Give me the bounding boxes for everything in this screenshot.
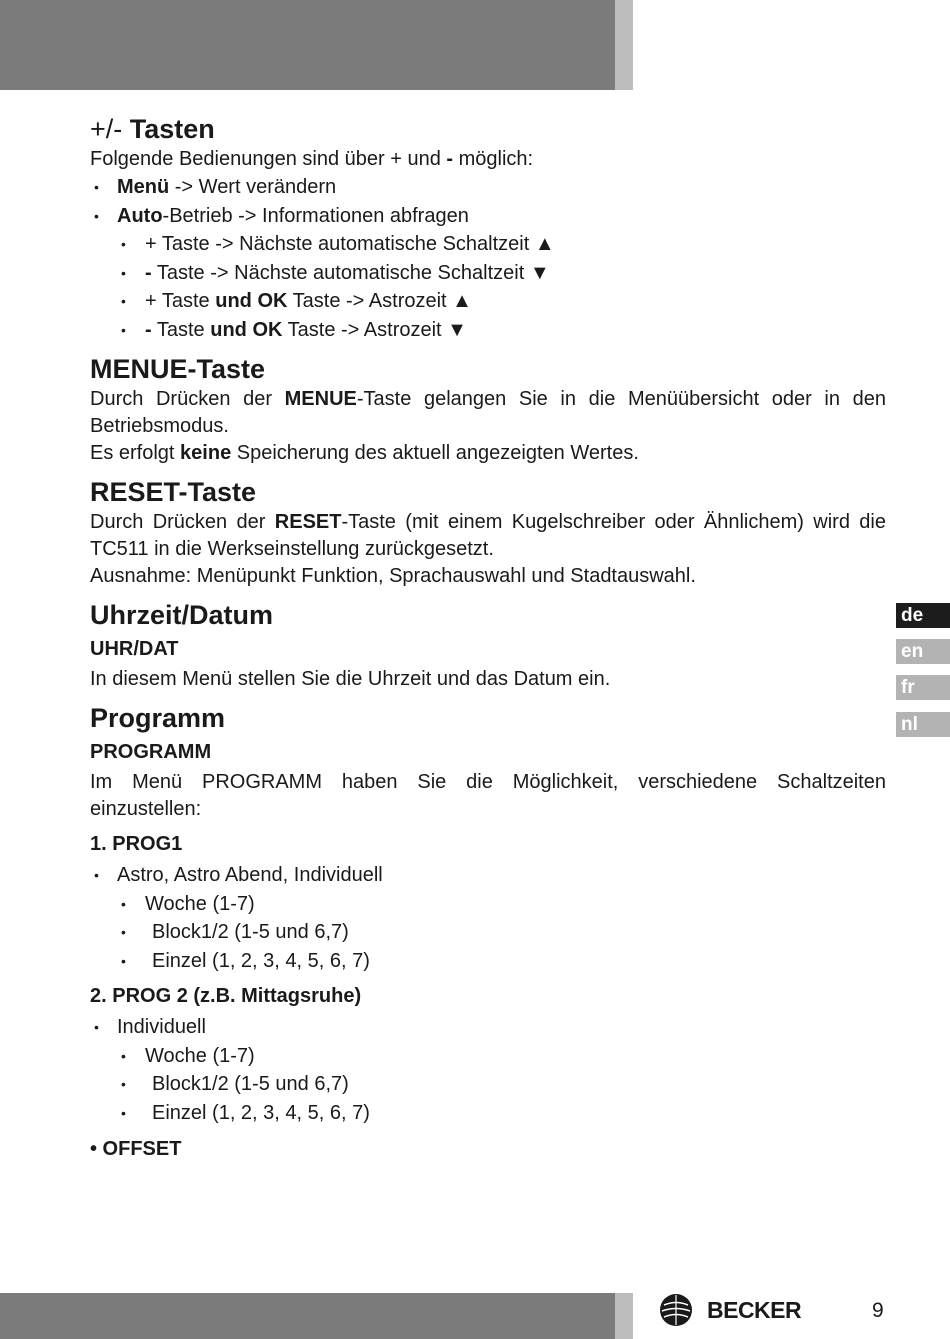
tasten-intro: Folgende Bedienungen sind über + und - möglich: — [90, 148, 534, 170]
menue-note: Es erfolgt keine Speicherung des aktuell angezeigten Wertes. — [90, 442, 639, 464]
offset-item: • OFFSET — [90, 1138, 182, 1160]
header-bar — [0, 0, 615, 90]
uhrzeit-text: In diesem Menü stellen Sie die Uhrzeit und das Datum ein. — [90, 668, 611, 690]
list-item: • Individuell — [90, 1013, 886, 1042]
heading-tasten: +/- Tasten — [90, 114, 215, 144]
menue-paragraph: Durch Drücken der MENUE-Taste gelangen Sie in die Menüübersicht oder in den Betriebsmodus. — [90, 388, 886, 437]
heading-programm: Programm — [90, 703, 226, 733]
list-item: • - Taste und OK Taste -> Astrozeit ▼ — [90, 316, 886, 345]
footer-bar — [0, 1293, 615, 1339]
footer-bar-edge — [615, 1293, 633, 1339]
programm-subheading: PROGRAMM — [90, 741, 212, 763]
list-item: • Woche (1-7) — [90, 1042, 886, 1071]
prog2-list — [90, 1013, 886, 1127]
list-item: • Woche (1-7) — [90, 890, 886, 919]
list-item: • + Taste -> Nächste automatische Schaltzeit ▲ — [90, 230, 886, 259]
programm-text: Im Menü PROGRAMM haben Sie die Möglichkeit, verschiedene Schaltzeiten einzustellen: — [90, 771, 886, 820]
list-item: • Astro, Astro Abend, Individuell — [90, 861, 886, 890]
list-item: • Einzel (1, 2, 3, 4, 5, 6, 7) — [90, 947, 886, 976]
becker-logo-icon — [659, 1293, 693, 1327]
prog2-title: 2. PROG 2 (z.B. Mittagsruhe) — [90, 985, 362, 1007]
reset-paragraph: Durch Drücken der RESET-Taste (mit einem Kugelschreiber oder Ähnlichem) wird die TC511 in die Werkseinstellung zurückgesetzt. — [90, 511, 886, 560]
uhrzeit-subheading: UHR/DAT — [90, 638, 179, 660]
page-number: 9 — [872, 1299, 884, 1322]
list-item: • Auto-Betrieb -> Informationen abfragen — [90, 202, 886, 231]
tasten-list — [90, 173, 886, 344]
brand-name: BECKER — [707, 1296, 802, 1323]
lang-tab-nl[interactable]: nl — [896, 712, 950, 737]
prog1-list — [90, 861, 886, 975]
header-bar-edge — [615, 0, 633, 90]
list-item: • + Taste und OK Taste -> Astrozeit ▲ — [90, 287, 886, 316]
heading-uhrzeit: Uhrzeit/Datum — [90, 600, 274, 630]
lang-tab-de[interactable]: de — [896, 603, 950, 628]
heading-menue: MENUE-Taste — [90, 354, 266, 384]
reset-exception: Ausnahme: Menüpunkt Funktion, Sprachauswahl und Stadtauswahl. — [90, 565, 696, 587]
list-item: • - Taste -> Nächste automatische Schaltzeit ▼ — [90, 259, 886, 288]
list-item: • Menü -> Wert verändern — [90, 173, 886, 202]
heading-reset: RESET-Taste — [90, 477, 257, 507]
page-content — [90, 112, 886, 1163]
becker-logo — [659, 1292, 801, 1328]
lang-tab-fr[interactable]: fr — [896, 675, 950, 700]
list-item: • Einzel (1, 2, 3, 4, 5, 6, 7) — [90, 1099, 886, 1128]
lang-tab-en[interactable]: en — [896, 639, 950, 664]
list-item: • Block1/2 (1-5 und 6,7) — [90, 1070, 886, 1099]
list-item: • Block1/2 (1-5 und 6,7) — [90, 918, 886, 947]
prog1-title: 1. PROG1 — [90, 833, 183, 855]
